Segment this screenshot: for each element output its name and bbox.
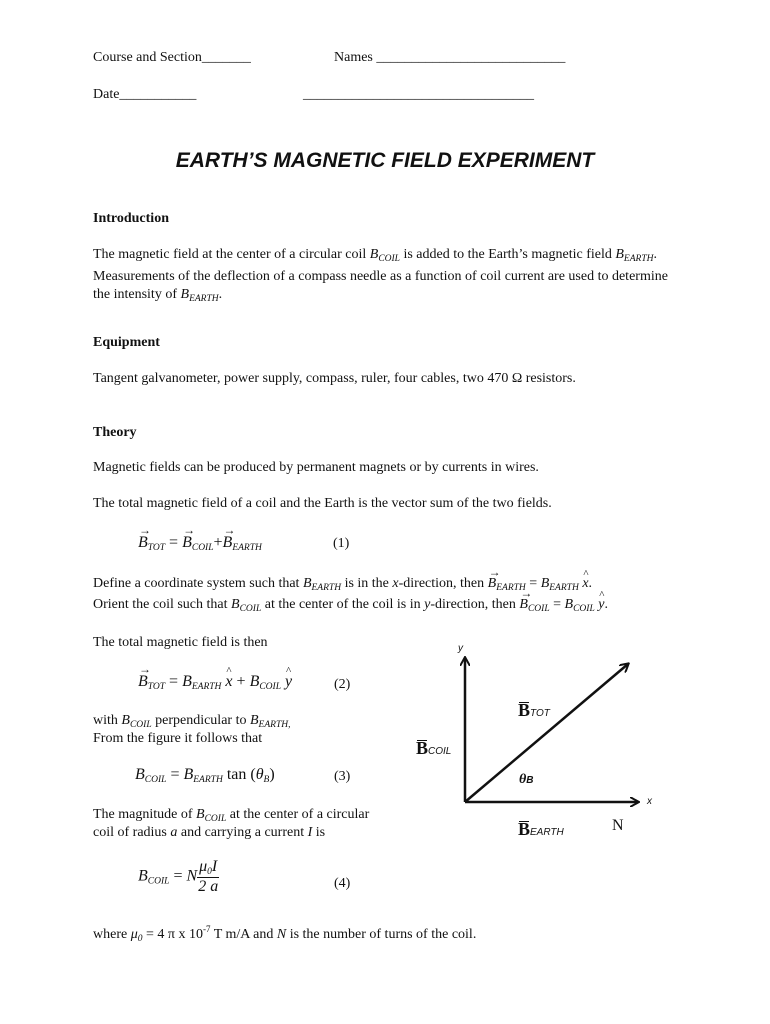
equation-3-number: (3) — [334, 769, 351, 784]
date-field: Date___________ — [93, 87, 197, 102]
follows-sentence: From the figure it follows that — [93, 731, 263, 746]
b-coil-label: BCOIL — [416, 738, 452, 758]
equipment-text: Tangent galvanometer, power supply, compass, ruler, four cables, two 470 Ω resistors. — [93, 371, 576, 386]
define-coordinate-sentence: Define a coordinate system such that $B_{EARTH}$ is in the x-direction, then → $B_{EARTH} = B_{EARTH}$ ^ x. — [93, 576, 592, 593]
equation-4: $B_{COIL} = N$ $\frac{\mu_0I}{2 a}$ — [138, 858, 219, 895]
magnitude-sentence-line-2: coil of radius a and carrying a current I is — [93, 825, 326, 840]
x-axis-label: x — [647, 796, 652, 807]
magnitude-sentence-line-1: The magnitude of $B_{COIL}$ at the center of a circular — [93, 807, 370, 824]
where-mu-sentence: where $\mu_0 = 4$ π x $10^{-7}$ T m/A and N is the number of turns of the coil. — [93, 924, 477, 944]
names-field-second-line: _________________________________ — [303, 87, 534, 102]
theta-label: θB — [519, 772, 534, 787]
equation-4-number: (4) — [334, 876, 351, 891]
equation-2: → $B_{TOT} = B_{EARTH}$ ^ $x + B_{COIL}$ ^ y — [138, 673, 292, 692]
theory-paragraph-2: The total magnetic field of a coil and the Earth is the vector sum of the two fields. — [93, 496, 552, 511]
equation-2-number: (2) — [334, 677, 351, 692]
introduction-heading: Introduction — [93, 211, 169, 226]
b-total-vector — [465, 664, 628, 802]
equation-3: $B_{COIL} = B_{EARTH}$ $\tan (\theta_B)$ — [135, 766, 275, 785]
total-field-intro: The total magnetic field is then — [93, 635, 268, 650]
introduction-paragraph: The magnetic field at the center of a circular coil $B_{COIL}$ is added to the Earth’s magnetic field $B_{EARTH}$. Measurements of the deflection of a compass needle as a function of coil current are used to determine the intensity of $B_{EARTH}$. — [93, 247, 668, 304]
orient-coil-sentence: Orient the coil such that $B_{COIL}$ at the center of the coil is in y-direction, then → $B_{COIL} = B_{COIL}$ ^ y. — [93, 597, 608, 614]
y-axis-label: y — [458, 643, 463, 654]
equation-1: → $B_{TOT}$ = → $B_{COIL}+\to B_{EARTH}$ — [138, 534, 262, 553]
theory-heading: Theory — [93, 425, 137, 440]
with-perpendicular-sentence: with $B_{COIL}$ perpendicular to $B_{EARTH,}$ — [93, 713, 291, 730]
north-label: N — [612, 817, 624, 834]
theory-paragraph-1: Magnetic fields can be produced by permanent magnets or by currents in wires. — [93, 460, 539, 475]
course-section-field: Course and Section_______ — [93, 50, 251, 65]
names-field: Names ___________________________ — [334, 50, 566, 65]
b-total-label: BTOT — [518, 700, 550, 720]
b-earth-label: BEARTH — [518, 819, 564, 839]
equipment-heading: Equipment — [93, 335, 160, 350]
equation-1-number: (1) — [333, 536, 350, 551]
page-title: EARTH’S MAGNETIC FIELD EXPERIMENT — [175, 149, 595, 172]
